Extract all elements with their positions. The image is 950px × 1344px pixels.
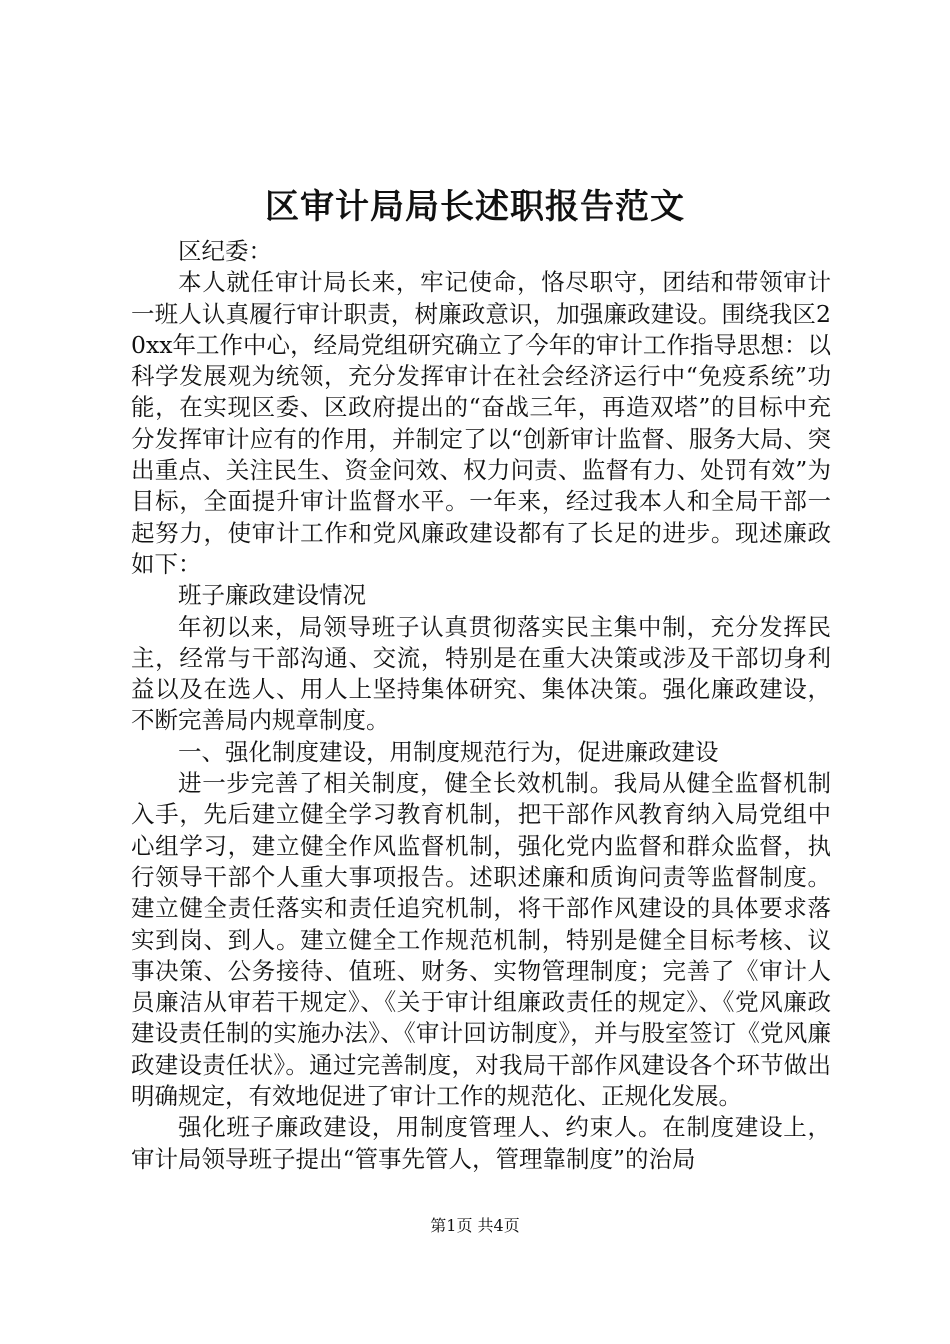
salutation: 区纪委：: [178, 237, 272, 265]
document-body: [131, 236, 831, 1175]
document-title: 区审计局局长述职报告范文: [265, 187, 685, 227]
paragraph-system: 进一步完善了相关制度，健全长效机制。我局从健全监督机制入手，先后建立健全学习教育机制，把干部作风教育纳入局党组中心组学习，建立健全作风监督机制，强化党内监督和群众监督，执行领导干部个人重大事项报告。述职述廉和质询问责等监督制度。建立健全责任落实和责任追究机制，将干部作风建设的具体要求落实到岗、到人。建立健全工作规范机制，特别是健全目标考核、议事决策、公务接待、值班、财务、实物管理制度；完善了《审计人员廉洁从审若干规定》、《关于审计组廉政责任的规定》、《党风廉政建设责任制的实施办法》、《审计回访制度》，并与股室签订《党风廉政建设责任状》。通过完善制度，对我局干部作风建设各个环节做出明确规定，有效地促进了审计工作的规范化、正规化发展。: [131, 769, 831, 1111]
paragraph-team: 年初以来，局领导班子认真贯彻落实民主集中制，充分发挥民主，经常与干部沟通、交流，特别是在重大决策或涉及干部切身利益以及在选人、用人上坚持集体研究、集体决策。强化廉政建设，不断完善局内规章制度。: [131, 612, 831, 735]
paragraph-leadership: 强化班子廉政建设，用制度管理人、约束人。在制度建设上，审计局领导班子提出“管事先管人，管理靠制度”的治局: [131, 1113, 831, 1173]
paragraph-intro: 本人就任审计局长来，牢记使命，恪尽职守，团结和带领审计一班人认真履行审计职责，树廉政意识，加强廉政建设。围绕我区20xx年工作中心，经局党组研究确立了今年的审计工作指导思想：以科学发展观为统领，充分发挥审计在社会经济运行中“免疫系统”功能，在实现区委、区政府提出的“奋战三年，再造双塔”的目标中充分发挥审计应有的作用，并制定了以“创新审计监督、服务大局、突出重点、关注民生、资金问效、权力问责、监督有力、处罚有效”为目标，全面提升审计监督水平。一年来，经过我本人和全局干部一起努力，使审计工作和党风廉政建设都有了长足的进步。现述廉政如下：: [131, 268, 831, 578]
section-heading-1: 一、强化制度建设，用制度规范行为，促进廉政建设: [178, 737, 719, 766]
section-heading: 班子廉政建设情况: [178, 581, 366, 610]
page-footer: 第1页 共4页: [430, 1216, 520, 1235]
